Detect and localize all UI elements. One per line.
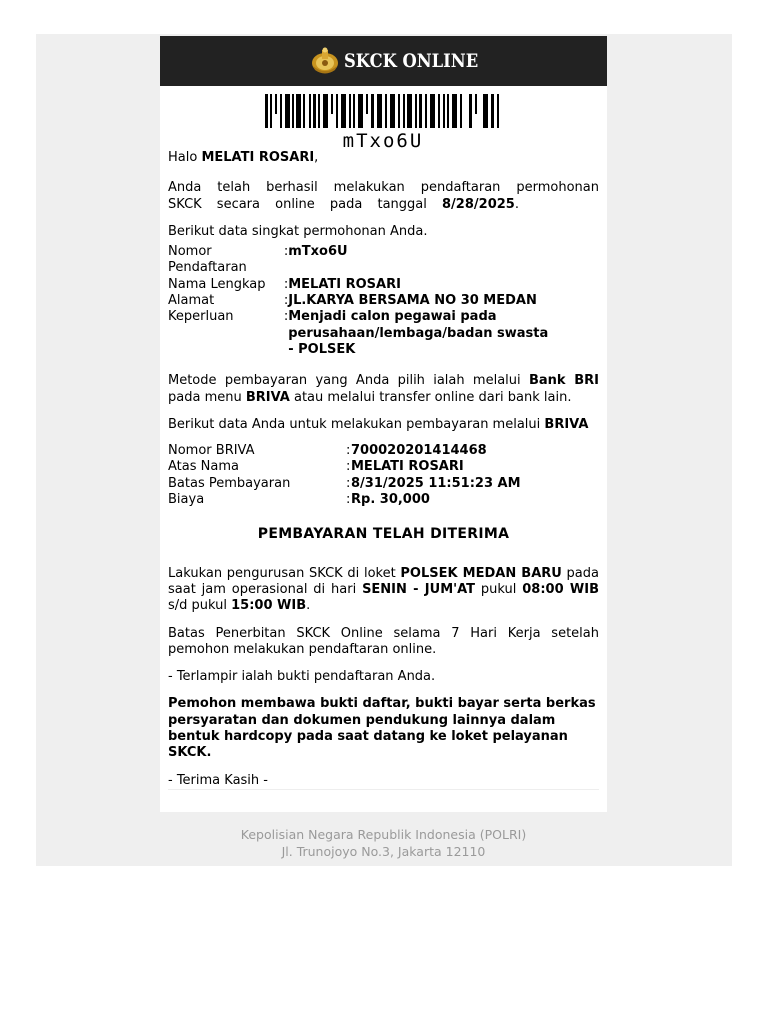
application-table xyxy=(168,244,599,358)
bank-name: Bank BRI xyxy=(528,373,599,389)
service-office: POLSEK MEDAN BARU xyxy=(400,565,562,581)
logo xyxy=(310,45,500,77)
footer-organization: Kepolisian Negara Republik Indonesia (POLRI) xyxy=(240,827,527,842)
registration-date: 8/28/2025 xyxy=(442,196,515,212)
table-row: Nomor BRIVA : 700020201414468 xyxy=(168,443,487,459)
table-row: Atas Nama : MELATI ROSARI xyxy=(168,459,464,475)
instruction-paragraph: Lakukan pengurusan SKCK di loket POLSEK MEDAN BARU pada saat jam operasional di hari SENIN - JUM'AT pukul 08:00 WIB s/d pukul 15:00 WIB. xyxy=(168,565,599,614)
table-row: Biaya : Rp. 30,000 xyxy=(168,492,430,508)
table-row: Alamat : JL.KARYA BERSAMA NO 30 MEDAN xyxy=(168,293,537,309)
barcode-image xyxy=(265,94,501,128)
logo-text: SKCK ONLINE xyxy=(344,50,479,72)
payment-status-heading: PEMBAYARAN TELAH DITERIMA xyxy=(257,526,510,543)
payment-method-paragraph: Metode pembayaran yang Anda pilih ialah melalui Bank BRI pada menu BRIVA atau melalui transfer online dari bank lain. xyxy=(168,373,599,405)
summary-intro: Berikut data singkat permohonan Anda. xyxy=(168,223,428,239)
intro-paragraph: Anda telah berhasil melakukan pendaftaran permohonan SKCK secara online pada tanggal 8/28/2025. xyxy=(168,180,599,212)
police-emblem-icon xyxy=(310,46,340,76)
footer xyxy=(160,826,607,860)
table-row: Nomor Pendaftaran : mTxo6U xyxy=(168,244,348,276)
greeting: Halo MELATI ROSARI, xyxy=(168,150,319,165)
payment-menu: BRIVA xyxy=(245,389,290,405)
closing-text: - Terima Kasih - xyxy=(168,772,268,788)
table-row: Keperluan : Menjadi calon pegawai pada perusahaan/lembaga/badan swasta - POLSEK xyxy=(168,309,549,357)
attachment-note: - Terlampir ialah bukti pendaftaran Anda. xyxy=(168,669,436,685)
payment-fee: Rp. 30,000 xyxy=(351,492,430,508)
barcode-code: mTxo6U xyxy=(342,130,424,152)
bring-documents-note: Pemohon membawa bukti daftar, bukti bayar serta berkas persyaratan dan dokumen pendukung lainnya dalam bentuk hardcopy pada saat datang ke loket pelayanan SKCK. xyxy=(168,696,596,761)
table-row: Batas Pembayaran : 8/31/2025 11:51:23 AM xyxy=(168,475,521,491)
table-row: Nama Lengkap : MELATI ROSARI xyxy=(168,276,401,292)
briva-number: 700020201414468 xyxy=(351,443,487,459)
issuance-note: Batas Penerbitan SKCK Online selama 7 Hari Kerja setelah pemohon melakukan pendaftaran online. xyxy=(168,625,599,657)
payment-table xyxy=(168,443,521,508)
payment-intro: Berikut data Anda untuk melakukan pembayaran melalui BRIVA xyxy=(168,416,589,432)
footer-address: Jl. Trunojoyo No.3, Jakarta 12110 xyxy=(281,844,486,859)
divider xyxy=(168,789,599,790)
applicant-name: MELATI ROSARI xyxy=(201,150,315,165)
header-bar xyxy=(160,36,607,86)
payment-deadline: 8/31/2025 11:51:23 AM xyxy=(351,475,521,491)
email-body xyxy=(168,150,599,789)
